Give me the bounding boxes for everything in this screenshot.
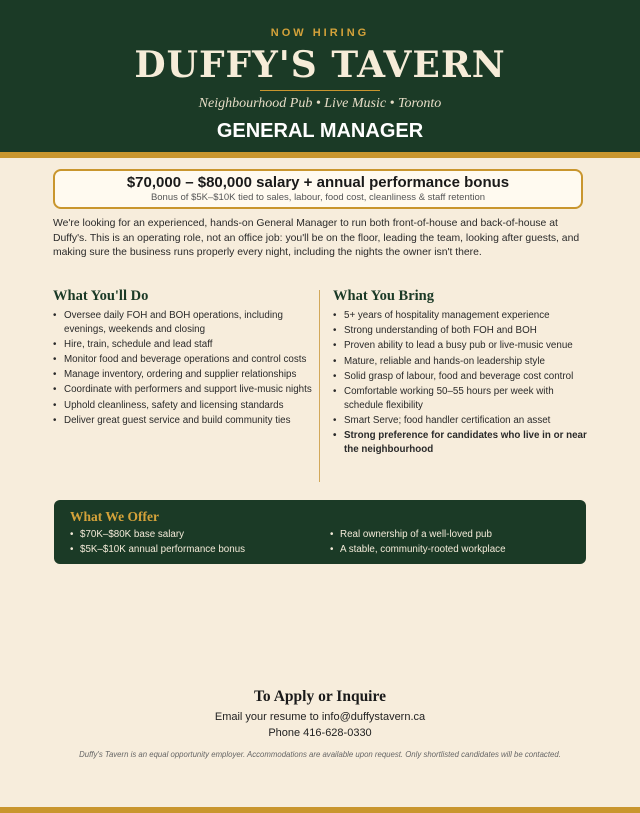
footer-gold-bar xyxy=(0,807,640,813)
list-item: • Solid grasp of labour, food and beverage cost control xyxy=(333,370,588,384)
salary-main: $70,000 – $80,000 salary + annual performance bonus xyxy=(126,174,510,191)
what-you-do-section xyxy=(53,288,313,429)
list-item: • Strong understanding of both FOH and BOH xyxy=(333,324,588,338)
list-item: • Comfortable working 50–55 hours per week with schedule flexibility xyxy=(333,385,588,412)
now-hiring-label: NOW HIRING xyxy=(270,27,370,39)
brand-divider xyxy=(260,90,380,91)
offer-item: • Real ownership of a well-loved pub xyxy=(330,528,570,543)
list-item: • Hire, train, schedule and lead staff xyxy=(53,338,313,352)
list-item: • Manage inventory, ordering and supplier relationships xyxy=(53,368,313,382)
intro-paragraph: We're looking for an experienced, hands-on General Manager to run both front-of-house and back-of-house at Duffy's. This is an operating role, not an office job: you'll be on the floor, leading the team, looking after guests, and making sure the business runs properly every night, including the nights the owner isn't there. xyxy=(53,218,580,259)
what-we-offer-title: What We Offer xyxy=(70,509,159,524)
list-item: • 5+ years of hospitality management experience xyxy=(333,309,588,323)
offer-item: • A stable, community-rooted workplace xyxy=(330,543,570,558)
role-title: GENERAL MANAGER xyxy=(216,120,424,142)
list-item: • Mature, reliable and hands-on leadership style xyxy=(333,355,588,369)
list-item: • Oversee daily FOH and BOH operations, including evenings, weekends and closing xyxy=(53,309,313,336)
apply-title: To Apply or Inquire xyxy=(254,688,386,705)
list-item: • Strong preference for candidates who live in or near the neighbourhood xyxy=(333,429,588,456)
list-item: • Proven ability to lead a busy pub or live-music venue xyxy=(333,339,588,353)
list-item: • Monitor food and beverage operations and control costs xyxy=(53,353,313,367)
apply-phone: Phone 416-628-0330 xyxy=(268,727,372,739)
list-item: • Uphold cleanliness, safety and licensing standards xyxy=(53,399,313,413)
salary-sub: Bonus of $5K–$10K tied to sales, labour, food cost, cleanliness & staff retention xyxy=(150,192,486,203)
list-item: • Coordinate with performers and support live-music nights xyxy=(53,383,313,397)
apply-email: Email your resume to info@duffystavern.ca xyxy=(214,711,426,723)
list-item: • Deliver great guest service and build community ties xyxy=(53,414,313,428)
header-gold-bar xyxy=(0,152,640,158)
header-banner xyxy=(0,0,640,152)
what-you-bring-title: What You Bring xyxy=(333,288,434,304)
tagline: Neighbourhood Pub • Live Music • Toronto xyxy=(198,96,442,111)
equal-opportunity-note: Duffy's Tavern is an equal opportunity employer. Accommodations are available upon request. Only shortlisted candidates will be contacted. xyxy=(79,750,561,759)
what-we-offer-panel xyxy=(54,500,586,564)
offer-item: • $5K–$10K annual performance bonus xyxy=(70,543,310,558)
what-you-do-title: What You'll Do xyxy=(53,288,149,304)
salary-box xyxy=(53,169,583,209)
what-you-bring-section xyxy=(333,288,588,458)
offer-item: • $70K–$80K base salary xyxy=(70,528,310,543)
list-item: • Smart Serve; food handler certification an asset xyxy=(333,414,588,428)
column-divider xyxy=(319,290,320,482)
brand-name: DUFFY'S TAVERN xyxy=(134,44,506,86)
